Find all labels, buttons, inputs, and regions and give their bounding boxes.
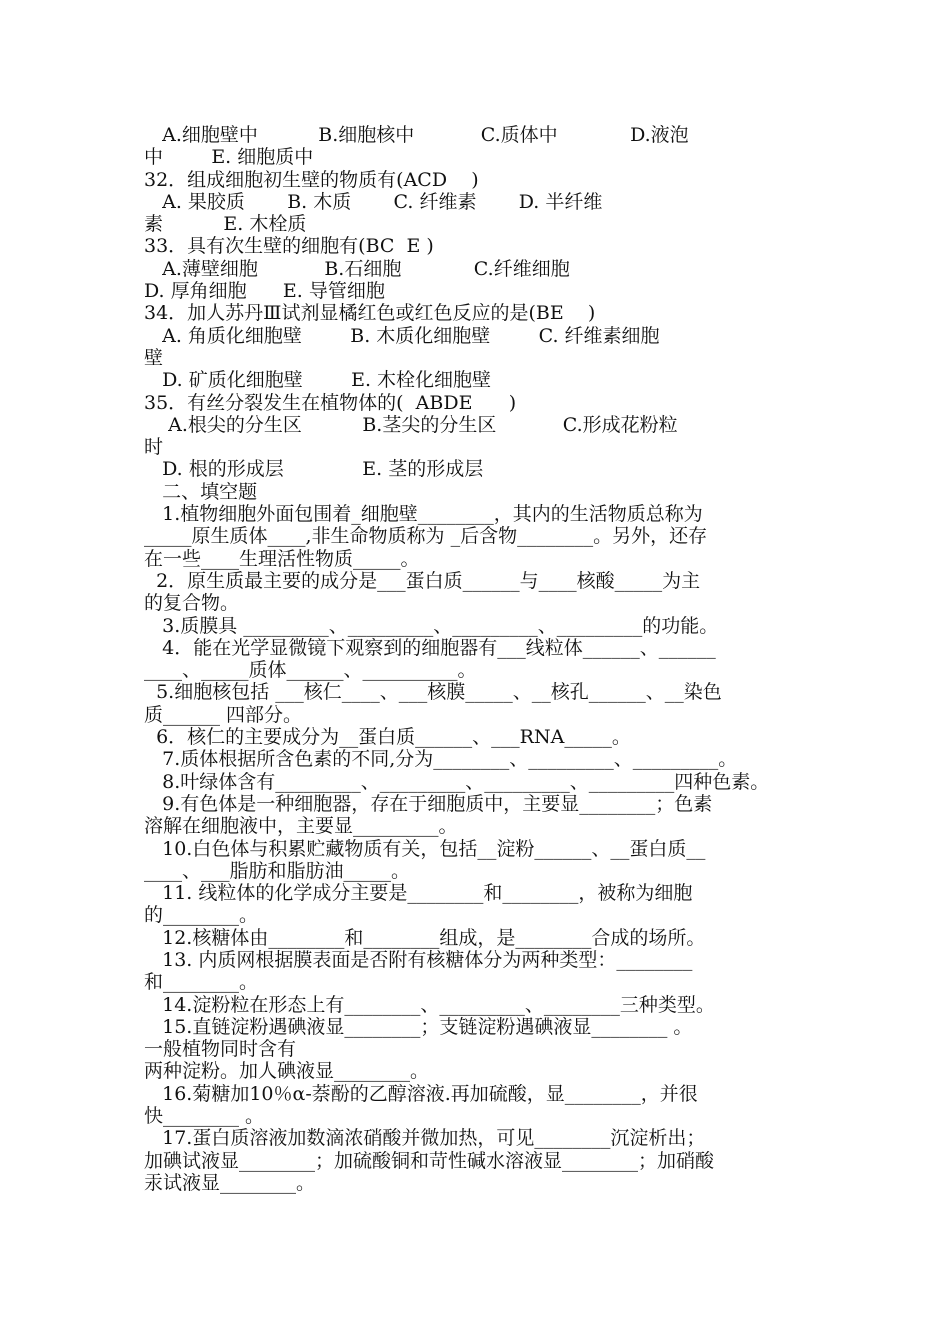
fill-question-15: 15.直链淀粉遇碘液显________；支链淀粉遇碘液显________ 。 [144, 1015, 693, 1038]
fill-question-11: 11. 线粒体的化学成分主要是________和________，被称为细胞 [144, 882, 693, 905]
fill-question-1: 1.植物细胞外面包围着_细胞壁________，其内的生活物质总称为 [144, 503, 703, 526]
fill-question-13: 13. 内质网根据膜表面是否附有核糖体分为两种类型：________ [144, 948, 693, 971]
document-page [144, 124, 808, 1194]
question-34: 34．加人苏丹Ⅲ试剂显橘红色或红色反应的是(BE ) [144, 302, 596, 325]
fill-question-10: 10.白色体与积累贮藏物质有关，包括__淀粉______、__蛋白质__ [144, 837, 706, 860]
question-32: 32．组成细胞初生壁的物质有(ACD ) [144, 168, 479, 191]
text-line: 质______ 四部分。 [144, 703, 303, 726]
text-line: A. 果胶质 B. 木质 C. 纤维素 D. 半纤维 [144, 190, 603, 213]
fill-question-8: 8.叶绿体含有_________、_________、_________、_________四种色素。 [144, 770, 770, 793]
text-line: 壁 [144, 346, 164, 369]
text-line: ____、_____质体______、__________。 [144, 659, 477, 682]
fill-question-4: 4．能在光学显微镜下观察到的细胞器有___线粒体______、______ [144, 636, 716, 659]
fill-question-12: 12.核糖体由________和________组成，是________合成的场所。 [144, 926, 706, 949]
question-33: 33．具有次生壁的细胞有(BC E ) [144, 235, 434, 258]
text-line: A.薄壁细胞 B.石细胞 C.纤维细胞 [144, 257, 570, 280]
text-line: A.细胞壁中 B.细胞核中 C.质体中 D.液泡 [144, 124, 689, 146]
text-line: 在一些____生理活性物质_____。 [144, 547, 420, 570]
text-line: D. 矿质化细胞壁 E. 木栓化细胞壁 [144, 369, 492, 392]
text-line: D. 根的形成层 E. 茎的形成层 [144, 458, 484, 481]
section-heading: 二、填空题 [144, 480, 258, 503]
text-line: _____原生质体____,非生命物质称为 _后含物________。另外，还存 [144, 525, 708, 548]
text-line: 一般植物同时含有 [144, 1038, 297, 1061]
fill-question-9: 9.有色体是一种细胞器，存在于细胞质中，主要显________；色素 [144, 792, 713, 815]
text-line: A.根尖的分生区 B.茎尖的分生区 C.形成花粉粒 [144, 413, 678, 436]
question-35: 35．有丝分裂发生在植物体的( ABDE ) [144, 391, 517, 414]
text-line: D. 厚角细胞 E. 导管细胞 [144, 280, 385, 303]
text-line: 加碘试液显________；加硫酸铜和苛性碱水溶液显________；加硝酸 [144, 1149, 715, 1172]
text-line: 溶解在细胞液中，主要显_________。 [144, 815, 458, 838]
text-line: 快________ 。 [144, 1105, 265, 1128]
fill-question-16: 16.菊糖加10％α-萘酚的乙醇溶液.再加硫酸，显________，并很 [144, 1082, 698, 1105]
fill-question-6: 6．核仁的主要成分为__蛋白质______、___RNA_____。 [144, 726, 631, 749]
fill-question-17: 17.蛋白质溶液加数滴浓硝酸并微加热，可见________沉淀析出； [144, 1127, 706, 1150]
text-line: ____、___脂肪和脂肪油_____。 [144, 859, 411, 882]
text-line: 素 E. 木栓质 [144, 213, 307, 236]
fill-question-2: 2．原生质最主要的成分是___蛋白质______与____核酸_____为主 [144, 569, 701, 592]
text-line: 两种淀粉。加人碘液显________。 [144, 1060, 430, 1083]
text-line: 的复合物。 [144, 592, 240, 615]
fill-question-3: 3.质膜具 _________、_________、_________、_________的功能。 [144, 614, 719, 637]
text-line: 中 E. 细胞质中 [144, 146, 314, 169]
text-line: 和________。 [144, 971, 259, 994]
fill-question-5: 5.细胞核包括 ___核仁____、___核膜_____、__核孔______、__染色 [144, 681, 722, 704]
fill-question-7: 7.质体根据所含色素的不同,分为________、_________、_________。 [144, 748, 738, 771]
text-line: 时 [144, 436, 164, 459]
text-line: A. 角质化细胞壁 B. 木质化细胞壁 C. 纤维素细胞 [144, 324, 660, 347]
text-line: 汞试液显________。 [144, 1171, 316, 1194]
fill-question-14: 14.淀粉粒在形态上有________、_________、________三种类型。 [144, 993, 715, 1016]
text-line: 的________。 [144, 904, 259, 927]
